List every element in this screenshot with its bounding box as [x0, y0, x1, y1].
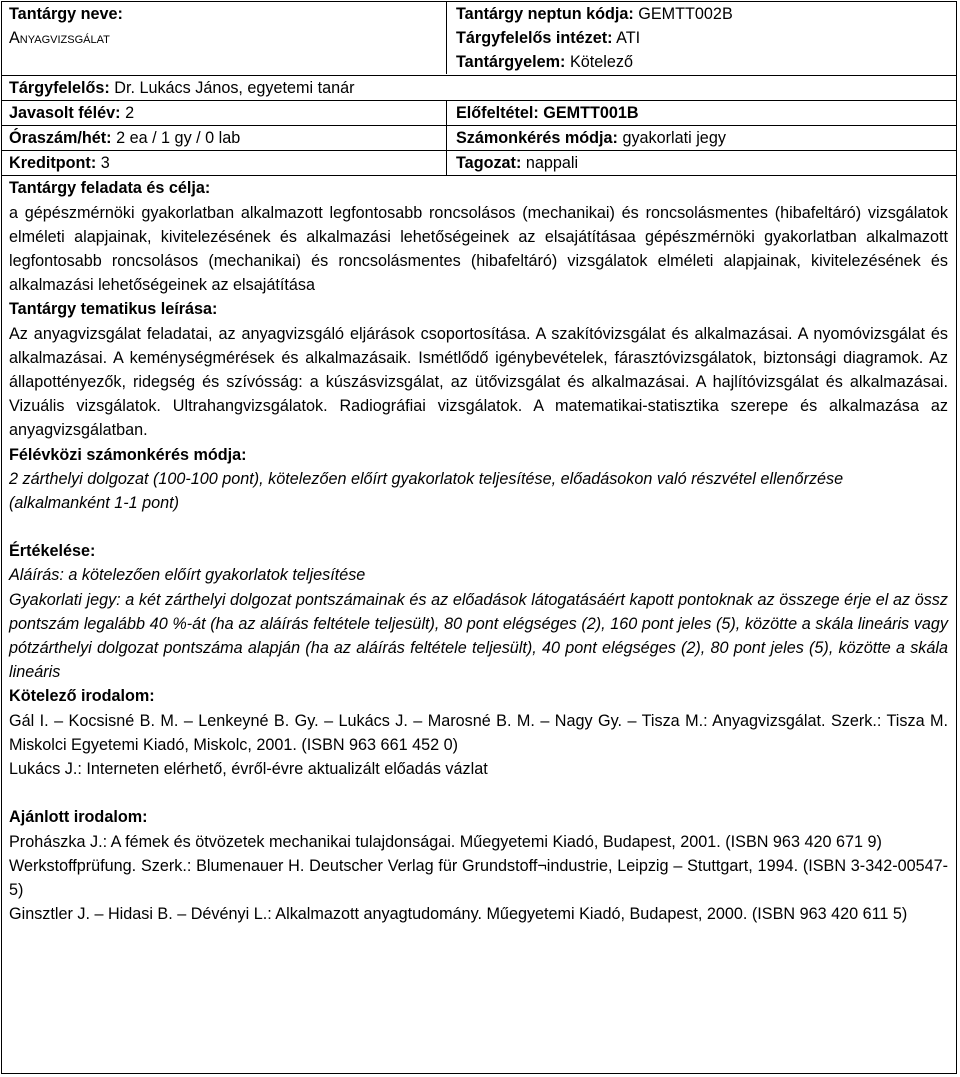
semester-value: 2 — [125, 103, 135, 122]
evaluation-heading: Értékelése: — [9, 542, 96, 561]
exam-value: gyakorlati jegy — [622, 129, 726, 148]
responsible-row — [2, 75, 956, 100]
evaluation-signature: Aláírás: a kötelezően előírt gyakorlatok teljesítése — [9, 566, 366, 585]
required-lit-item: Lukács J.: Interneten elérhető, évről-évre aktualizált előadás vázlat — [9, 760, 488, 779]
hours-row — [2, 125, 956, 150]
semester-row — [2, 100, 956, 125]
institute-value: ATI — [616, 29, 641, 48]
prereq-label: Előfeltétel: — [456, 103, 539, 122]
evaluation-grade: Gyakorlati jegy: a két zárthelyi dolgozat pontszámainak és az előadások látogatásáért kapott pontoknak az összege érje el az össz pontszám legalább 40 %-át (ha az aláírás feltétele teljesült), 80 pont elégséges (2), 160 pont jeles (5), közötte a skála lineáris vagy pótzárthelyi dolgozat pontszáma alapján (ha az aláírás feltétele teljesült), 40 pont elégséges (2), 80 pont jeles (5), közötte a skála lineáris — [9, 590, 948, 682]
credit-value: 3 — [100, 154, 110, 173]
midterm-heading: Félévközi számonkérés módja: — [9, 445, 247, 464]
credit-label: Kreditpont: — [9, 154, 97, 173]
subject-datasheet — [1, 1, 957, 1074]
element-label: Tantárgyelem: — [456, 53, 566, 72]
goal-text: a gépészmérnöki gyakorlatban alkalmazott legfontosabb roncsolásos (mechanikai) és roncsolásmentes (hibafeltáró) vizsgálatok elméleti alapjainak, kivitelezésének és alkalmazási lehetőségeinek az elsajátításaa gépészmérnöki gyakorlatban alkalmazott legfontosabb roncsolásos (mechanikai) és roncsolásmentes (hibafeltáró) vizsgálatok elméleti alapjainak, kivitelezésének és alkalmazási lehetőségeinek az elsajátítása — [9, 203, 948, 295]
topics-text: Az anyagvizsgálat feladatai, az anyagvizsgáló eljárások csoportosítása. A szakítóvizsgálat és alkalmazásai. A nyomóvizsgálat és alkalmazásai. A keménységmérések és alkalmazásaik. Ismétlődő igénybevételek, fárasztóvizsgálatok, biztonsági diagramok. Az állapottényezők, ridegség és szívósság: a kúszásvizsgálat, az ütővizsgálat és alkalmazásai. A hajlítóvizsgálat és alkalmazásai. Vizuális vizsgálatok. Ultrahangvizsgálatok. Radiográfiai vizsgálatok. A matematikai-statisztika szerepe és alkalmazása az anyagvizsgálatban. — [9, 324, 948, 440]
section-value: nappali — [525, 154, 579, 173]
neptun-label: Tantárgy neptun kódja: — [456, 5, 634, 23]
header-row-top — [2, 2, 956, 75]
recommended-lit-heading: Ajánlott irodalom: — [9, 808, 148, 827]
hours-value: 2 ea / 1 gy / 0 lab — [116, 129, 241, 148]
responsible-label: Tárgyfelelős: — [9, 78, 110, 97]
semester-label: Javasolt félév: — [9, 103, 121, 122]
recommended-lit-item: Ginsztler J. – Hidasi B. – Dévényi L.: Alkalmazott anyagtudomány. Műegyetemi Kiadó, Budapest, 2000. (ISBN 963 420 611 5) — [9, 905, 908, 924]
required-lit-item: Gál I. – Kocsisné B. M. – Lenkeyné B. Gy. – Lukács J. – Marosné B. M. – Nagy Gy. – Tisza M.: Anyagvizsgálat. Szerk.: Tisza M. Miskolci Egyetemi Kiadó, Miskolc, 2001. (ISBN 963 661 452 0) — [9, 711, 948, 754]
course-description — [2, 175, 956, 926]
credit-row — [2, 150, 956, 175]
subject-meta-cell — [447, 2, 956, 75]
subject-name-cell — [2, 2, 447, 74]
recommended-lit-item: Werkstoffprüfung. Szerk.: Blumenauer H. Deutscher Verlag für Grundstoff¬industrie, Leipzig – Stuttgart, 1994. (ISBN 3-342-00547-5) — [9, 856, 948, 899]
subject-name-value: Anyagvizsgálat — [9, 29, 110, 48]
exam-label: Számonkérés módja: — [456, 129, 618, 148]
responsible-value: Dr. Lukács János, egyetemi tanár — [114, 78, 355, 97]
recommended-lit-item: Prohászka J.: A fémek és ötvözetek mechanikai tulajdonságai. Műegyetemi Kiadó, Budapest, 2001. (ISBN 963 420 671 9) — [9, 832, 882, 851]
prereq-value: GEMTT001B — [543, 103, 639, 122]
neptun-value: GEMTT002B — [638, 5, 733, 23]
goal-heading: Tantárgy feladata és célja: — [9, 179, 211, 198]
element-value: Kötelező — [569, 53, 633, 72]
midterm-text: 2 zárthelyi dolgozat (100-100 pont), kötelezően előírt gyakorlatok teljesítése, előadásokon való részvétel ellenőrzése (alkalmanként 1-1 pont) — [9, 469, 844, 513]
subject-name-label: Tantárgy neve: — [9, 5, 123, 23]
section-label: Tagozat: — [456, 154, 522, 173]
topics-heading: Tantárgy tematikus leírása: — [9, 300, 218, 319]
required-lit-heading: Kötelező irodalom: — [9, 687, 155, 706]
institute-label: Tárgyfelelős intézet: — [456, 29, 613, 48]
hours-label: Óraszám/hét: — [9, 129, 112, 148]
